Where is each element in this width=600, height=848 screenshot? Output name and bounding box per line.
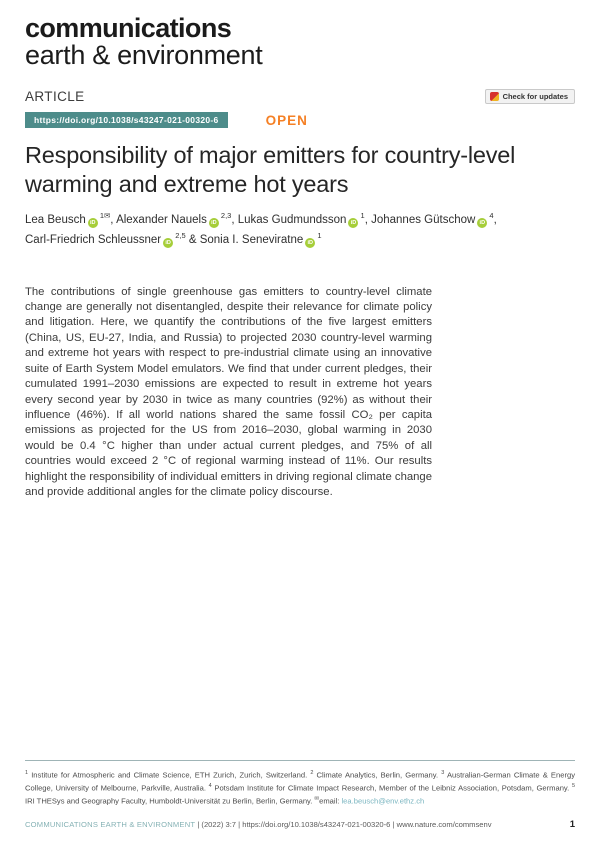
- page-title: [25, 141, 575, 198]
- doi-row: [25, 112, 575, 128]
- journal-logo: [25, 14, 575, 68]
- doi-badge-link[interactable]: https://doi.org/10.1038/s43247-021-00320-6: [25, 112, 228, 128]
- author-affiliation-superscript: 1: [358, 211, 365, 220]
- footer-citation-rest: | (2022) 3:7 | https://doi.org/10.1038/s43247-021-00320-6 | www.nature.com/commsenv: [195, 820, 492, 829]
- orcid-icon[interactable]: iD: [163, 238, 173, 248]
- orcid-icon[interactable]: iD: [348, 218, 358, 228]
- author-name: Sonia I. Seneviratne: [199, 234, 304, 247]
- journal-logo-line1: communications: [25, 13, 232, 43]
- orcid-icon[interactable]: iD: [305, 238, 315, 248]
- correspondence-email-link[interactable]: lea.beusch@env.ethz.ch: [341, 796, 425, 806]
- author-name: Alexander Nauels: [116, 213, 207, 226]
- author-affiliation-superscript: 1: [315, 231, 322, 241]
- affiliation-superscript: 3: [441, 770, 445, 776]
- envelope-icon: ✉: [314, 796, 320, 803]
- author-affiliation-superscript: 4: [487, 211, 494, 220]
- orcid-icon[interactable]: iD: [209, 218, 219, 228]
- journal-logo-line2: earth & environment: [25, 40, 263, 70]
- author-affiliation-superscript: 2,5: [173, 231, 186, 241]
- page-number: 1: [569, 819, 575, 830]
- article-header-row: [25, 89, 575, 104]
- check-for-updates-button[interactable]: [485, 89, 575, 104]
- affiliation-text: Australian-German Climate & Energy College, University of Melbourne, Parkville, Australia.: [25, 770, 575, 793]
- affiliation-text: Potsdam Institute for Climate Impact Research, Member of the Leibniz Association, Potsdam, Germany.: [211, 783, 572, 793]
- affiliation-text: Institute for Atmospheric and Climate Science, ETH Zurich, Zurich, Switzerland.: [28, 770, 311, 780]
- page-title-line2: warming and extreme hot years: [25, 170, 349, 197]
- author-name: Carl-Friedrich Schleussner: [25, 234, 162, 247]
- author-name: Johannes Gütschow: [371, 213, 476, 226]
- abstract-text: The contributions of single greenhouse gas emitters to country-level climate change are generally not disentangled, despite their relevance for climate policy and litigation. Here, we quantify the contributions of the five largest emitters (China, US, EU-27, India, and Russia) to projected 2030 country-level warming and extreme hot years with respect to pre-industrial climate using an innovative suite of Earth System Model emulators. We find that under current pledges, their cumulated 1991–2030 emissions are expected to result in extreme hot years every second year by 2030 in twice as many countries (92%) as without their influence (46%). If all world nations shared the same fossil CO₂ per capita emissions as projected for the US from 2016–2030, global warming in 2030 would be 0.4 °C higher than under actual current pledges, and 75% of all countries would exceed 2 °C of regional warming instead of 11%. Our results highlight the responsibility of individual emitters in driving regional climate change and provide additional angles for the climate policy discourse.: [25, 285, 432, 498]
- footnote-block: [25, 760, 575, 807]
- crossmark-icon: [490, 92, 499, 101]
- author-separator: ,: [110, 213, 117, 226]
- affiliation-text: Climate Analytics, Berlin, Germany.: [313, 770, 442, 780]
- affiliation-superscript: 1: [25, 770, 29, 776]
- article-type-label: ARTICLE: [25, 89, 85, 104]
- author-separator: ,: [364, 213, 372, 226]
- page-footer: [25, 814, 575, 832]
- affiliations: [25, 768, 575, 807]
- author-separator: ,: [493, 213, 497, 226]
- open-access-label: OPEN: [265, 112, 308, 128]
- author-name: Lukas Gudmundsson: [237, 213, 347, 226]
- author-affiliation-superscript: 2,3: [218, 211, 232, 220]
- author-separator: &: [185, 234, 200, 247]
- correspondence-label: email:: [319, 796, 342, 806]
- affiliation-text: IRI THESys and Geography Faculty, Humboldt-Universität zu Berlin, Berlin, Germany.: [25, 796, 315, 806]
- authors-line: [25, 208, 575, 249]
- footnote-divider: [25, 760, 575, 761]
- affiliation-superscript: 4: [208, 783, 212, 790]
- affiliation-superscript: 2: [310, 770, 314, 776]
- footer-citation: [25, 814, 492, 832]
- author-affiliation-superscript: 1✉: [97, 211, 111, 220]
- page-title-line1: Responsibility of major emitters for country-level: [25, 142, 516, 168]
- author-separator: ,: [231, 213, 238, 226]
- orcid-icon[interactable]: iD: [88, 218, 98, 228]
- author-name: Lea Beusch: [25, 213, 86, 226]
- affiliation-superscript: 5: [571, 783, 576, 790]
- footer-journal-name: COMMUNICATIONS EARTH & ENVIRONMENT: [25, 820, 196, 829]
- orcid-icon[interactable]: iD: [477, 218, 487, 228]
- check-for-updates-label: Check for updates: [502, 92, 568, 101]
